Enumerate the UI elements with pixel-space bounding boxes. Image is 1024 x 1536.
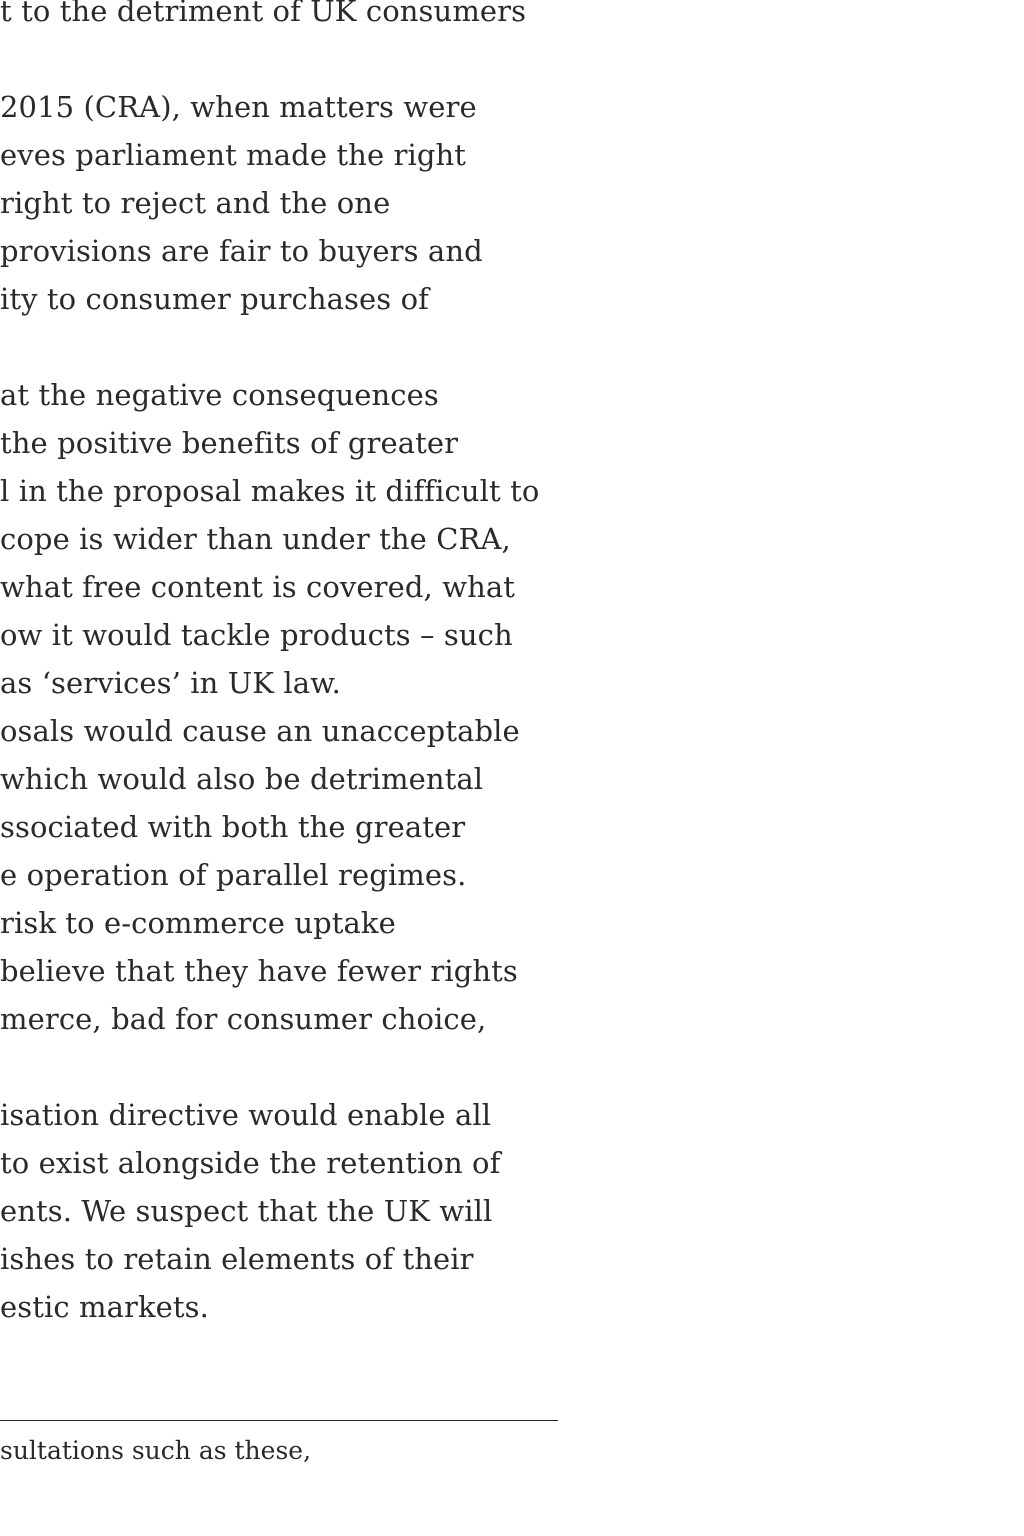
- text-line: at the negative consequences: [0, 378, 439, 412]
- footnote-separator: [0, 1420, 558, 1421]
- text-line: t to the detriment of UK consumers: [0, 0, 527, 28]
- text-line: right to reject and the one: [0, 186, 391, 220]
- text-line: risk to e-commerce uptake: [0, 906, 396, 940]
- text-line: e operation of parallel regimes.: [0, 858, 467, 892]
- text-line: estic markets.: [0, 1290, 209, 1324]
- text-line: ishes to retain elements of their: [0, 1242, 474, 1276]
- text-line: provisions are fair to buyers and: [0, 234, 483, 268]
- text-line: isation directive would enable all: [0, 1098, 492, 1132]
- text-line: to exist alongside the retention of: [0, 1146, 501, 1180]
- footnote-text: sultations such as these,: [0, 1436, 312, 1465]
- text-line: ow it would tackle products – such: [0, 618, 513, 652]
- text-line: merce, bad for consumer choice,: [0, 1002, 487, 1036]
- text-line: 2015 (CRA), when matters were: [0, 90, 477, 124]
- text-line: as ‘services’ in UK law.: [0, 666, 341, 700]
- text-line: the positive benefits of greater: [0, 426, 459, 460]
- text-line: what free content is covered, what: [0, 570, 516, 604]
- text-line: ity to consumer purchases of: [0, 282, 429, 316]
- text-line: eves parliament made the right: [0, 138, 467, 172]
- text-line: ssociated with both the greater: [0, 810, 466, 844]
- text-line: cope is wider than under the CRA,: [0, 522, 511, 556]
- text-line: believe that they have fewer rights: [0, 954, 518, 988]
- text-line: which would also be detrimental: [0, 762, 484, 796]
- text-line: ents. We suspect that the UK will: [0, 1194, 493, 1228]
- text-line: osals would cause an unacceptable: [0, 714, 520, 748]
- text-line: l in the proposal makes it difficult to: [0, 474, 540, 508]
